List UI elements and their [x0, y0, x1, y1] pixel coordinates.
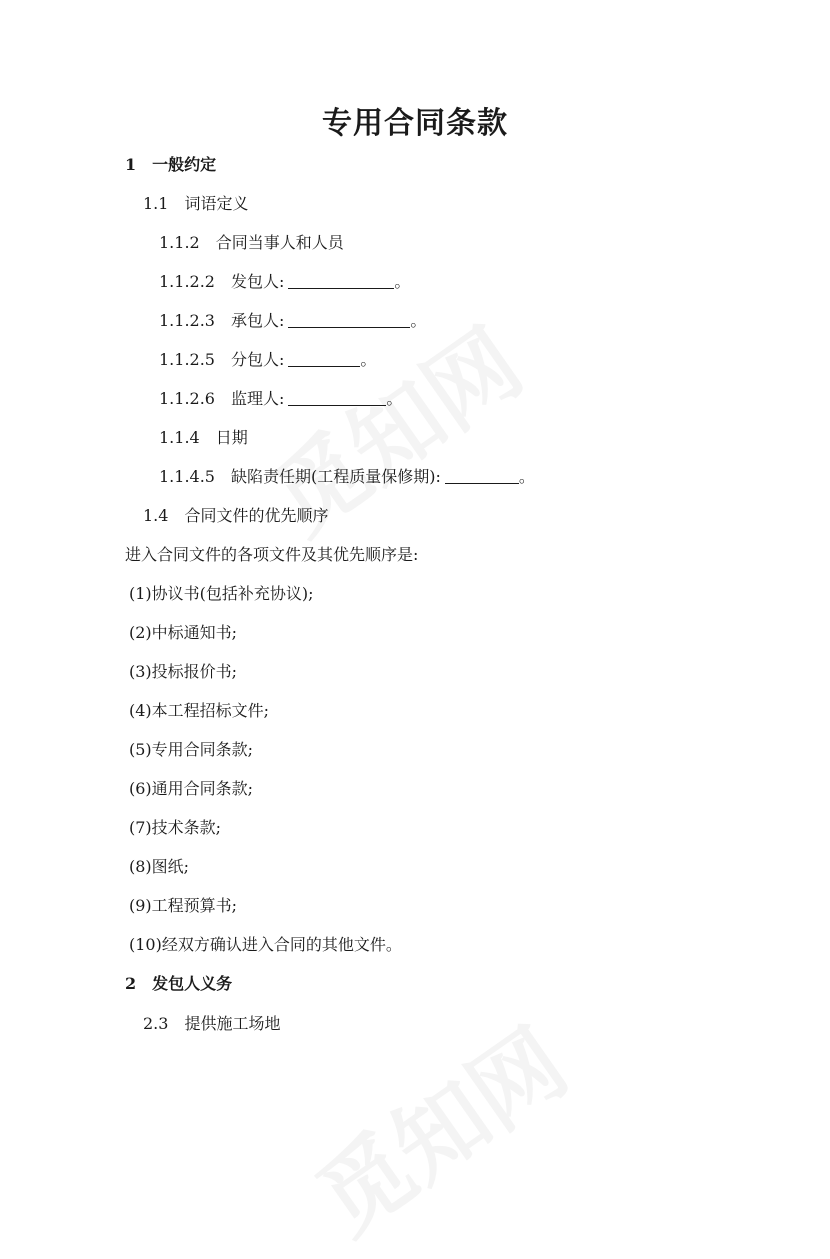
list-item: (5)专用合同条款;	[129, 740, 254, 759]
list-item: (8)图纸;	[129, 857, 190, 876]
section-number: 1.1.4	[159, 428, 200, 447]
field-supervisor	[159, 388, 402, 410]
document-title: 专用合同条款	[322, 106, 508, 141]
section-number: 1.1.4.5	[159, 467, 215, 486]
section-number: 1	[125, 155, 137, 174]
subcontractor-blank[interactable]	[288, 350, 360, 367]
section-number: 1.4	[143, 506, 169, 525]
section-heading: 词语定义	[184, 194, 249, 213]
contractor-blank[interactable]	[288, 311, 410, 328]
watermark-bottom	[287, 993, 589, 1259]
section-heading: 一般约定	[152, 155, 217, 174]
field-label: 监理人:	[230, 389, 285, 408]
field-contractor	[159, 310, 426, 332]
section-number: 1.1.2.6	[159, 389, 215, 408]
list-item: (4)本工程招标文件;	[129, 701, 270, 720]
field-subcontractor	[159, 349, 376, 371]
section-1-1-2	[159, 232, 344, 254]
section-1-4	[143, 505, 328, 527]
list-item: (7)技术条款;	[129, 818, 222, 837]
section-number: 2	[125, 974, 137, 993]
list-item: (2)中标通知书;	[129, 623, 238, 642]
supervisor-blank[interactable]	[288, 389, 386, 406]
section-number: 1.1	[143, 194, 169, 213]
section-number: 2.3	[143, 1014, 169, 1033]
list-item: (6)通用合同条款;	[129, 779, 254, 798]
field-label: 缺陷责任期(工程质量保修期):	[230, 467, 441, 486]
section-number: 1.1.2.5	[159, 350, 215, 369]
period: 。	[394, 272, 411, 291]
section-number: 1.1.2.2	[159, 272, 215, 291]
section-heading: 提供施工场地	[184, 1014, 281, 1033]
field-defects-period	[159, 466, 535, 488]
list-item: (1)协议书(包括补充协议);	[129, 584, 314, 603]
period: 。	[386, 389, 403, 408]
section-1-1-4	[159, 427, 248, 449]
section-1	[125, 154, 216, 176]
list-item: (10)经双方确认进入合同的其他文件。	[129, 935, 402, 954]
period: 。	[360, 350, 377, 369]
section-2-3	[143, 1013, 280, 1035]
section-1-1	[143, 193, 248, 215]
field-label: 分包人:	[230, 350, 285, 369]
period: 。	[518, 467, 535, 486]
field-label: 承包人:	[230, 311, 285, 330]
section-number: 1.1.2.3	[159, 311, 215, 330]
section-number: 1.1.2	[159, 233, 200, 252]
field-employer	[159, 271, 410, 293]
section-heading: 日期	[215, 428, 248, 447]
defects-period-blank[interactable]	[445, 467, 519, 484]
section-heading: 合同当事人和人员	[215, 233, 344, 252]
employer-blank[interactable]	[288, 272, 394, 289]
list-item: (3)投标报价书;	[129, 662, 238, 681]
section-heading: 合同文件的优先顺序	[184, 506, 329, 525]
priority-intro: 进入合同文件的各项文件及其优先顺序是:	[125, 545, 419, 564]
field-label: 发包人:	[230, 272, 285, 291]
section-heading: 发包人义务	[152, 974, 233, 993]
period: 。	[410, 311, 427, 330]
section-2	[125, 973, 232, 995]
list-item: (9)工程预算书;	[129, 896, 238, 915]
